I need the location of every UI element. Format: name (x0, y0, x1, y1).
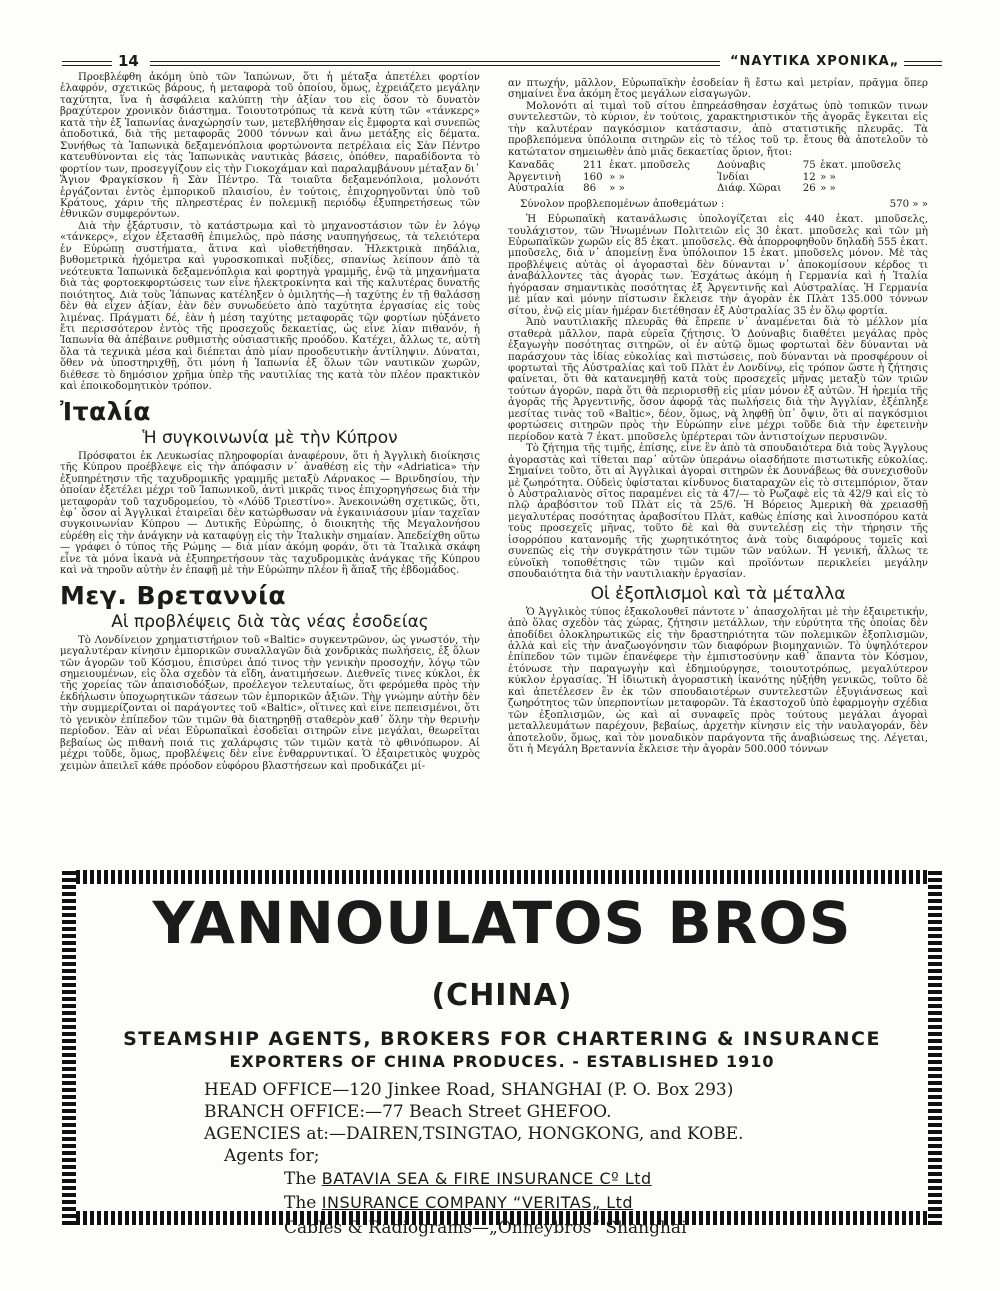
insurer-prefix: The (284, 1169, 317, 1189)
table-cell: ἑκατ. μποῦσελς (609, 160, 690, 172)
price-paragraph: Τὸ ζήτημα τῆς τιμῆς, ἐπίσης, εἶνε ἓν ἀπὸ τὰ σπουδαιότερα διὰ τοὺς Ἄγγλους ἀγοραστὰς καὶ τίθεται παρ᾽ αὐτῶν ὑπεράνω οἱασδήποτε πιστωτικῆς εὐκολίας. Σημαίνει τοῦτο, ὅτι αἱ Ἀγγλικαὶ ἀγοραὶ σιτηρῶν ἐκ Δουνάβεως θὰ συνεχισθοῦν μὲ ζωηρότητα. Οὐδεὶς ὑφίσταται κίνδυνος διαταραχῶν εἰς τὸ σιτεμπόριον, ὅταν ὁ Αὐστραλιανὸς σῖτος παραμένει εἰς τὰ 47/— τὸ Ρωζαφὲ εἰς τὰ 42/9 καὶ εἰς τὸ πλῷ ἀραβόσιτον τοῦ Πλὰτ εἰς τὰ 25/6. Ἡ Βόρειος Ἀμερικὴ θὰ χρειασθῇ μεγαλυτέρας ποσότητας ἀραβοσίτου Πλὰτ, καθὼς ἐπίσης καὶ λινοσπόρου κατὰ τοὺς προσεχεῖς μῆνας, τοῦτο δὲ καὶ θὰ συντελέσῃ εἰς τὴν τήρησιν τῆς ἰσορρόπου κατανομῆς τῆς χωρητικότητος ἀνὰ τοὺς διαφόρους τομεῖς καὶ συνεπῶς εἰς τὴν συγκράτησιν τῶν τιμῶν τῶν ναύλων. Ἡ γενική, ἄλλως τε εὐνοϊκὴ τοποθέτησις τῶν τιμῶν καὶ προϊόντων περικλείει μεγάλην σπουδαιότητα διὰ τὴν ναυτιλιακὴν ἐργασίαν. (508, 443, 928, 581)
ad-head-office: HEAD OFFICE—120 Jinkee Road, SHANGHAI (P. O. Box 293) (204, 1080, 734, 1100)
page-number: 14 (118, 52, 139, 70)
ad-border-right (928, 870, 942, 1225)
table-cell: » » (609, 183, 625, 195)
table-cell: Διάφ. Χῶραι (717, 183, 782, 195)
page-header (62, 52, 942, 72)
ad-branch-office: BRANCH OFFICE:—77 Beach Street GHEFOO. (204, 1102, 612, 1122)
table-row (508, 183, 928, 195)
total-value: 570 » » (889, 198, 928, 210)
header-rule-middle (150, 61, 720, 66)
stocks-total (508, 199, 928, 210)
insurer-prefix: The (284, 1193, 317, 1213)
ad-services-line: STEAMSHIP AGENTS, BROKERS FOR CHARTERING & INSURANCE (123, 1028, 881, 1050)
ad-agencies: AGENCIES at:—DAIREN,TSINGTAO, HONGKONG, and KOBE. (204, 1124, 744, 1144)
cyprus-paragraph: Πρόσφατοι ἐκ Λευκωσίας πληροφορίαι ἀναφέρουν, ὅτι ἡ Ἀγγλικὴ διοίκησις τῆς Κύπρου προέβλεψε εἰς τὴν ἀπόφασιν ν᾽ ἀναθέσῃ εἰς τὴν «Adriatica» τὴν ἐξυπηρέτησιν τῆς ταχυδρομικῆς γραμμῆς μεταξὺ Λάρνακος — Βρινδησίου, τὴν ὁποίαν ἐξετέλει μέχρι τοῦ Ἰαπωνικοῦ, ἀντὶ μικρᾶς τινος ἐπιχορηγήσεως διὰ τὴν μεταφορὰν τοῦ ταχυδρομείου, τὸ «Λόϋδ Τριεστίνο». Ἀνεκοινώθη σχετικῶς, ὅτι, ἐφ᾽ ὅσον αἱ Ἀγγλικαὶ ἐταιρεῖαι δὲν κατώρθωσαν νὰ ἐγκαινιάσουν μίαν ταχεῖαν συγκοινωνίαν Κύπρου — Δυτικῆς Εὐρώπης, ὁ διοικητὴς τῆς Μεγαλονήσου εὑρέθη εἰς τὴν ἀνάγκην νὰ καταφύγῃ εἰς τὴν Ἰταλικὴν σημαίαν. Ἀπεδείχθη οὕτω — γράφει ὁ τύπος τῆς Ρώμης — διὰ μίαν ἀκόμη φοράν, ὅτι τὰ Ἰταλικὰ σκάφη εἶνε τὰ μόνα ἱκανὰ νὰ ἐξυπηρετήσουν τὰς ταχυδρομικὰς ἀνάγκας τῆς Κύπρου καὶ νὰ τηροῦν αὐτὴν ἐν ἐπαφῇ μὲ τὴν Εὐρώπην πλέον ἢ ἅπαξ τῆς ἑβδομάδος. (60, 450, 480, 577)
stocks-table (508, 160, 928, 195)
ad-agents-for: Agents for; (224, 1146, 320, 1166)
ad-insurer-batavia (284, 1167, 920, 1191)
table-cell: Δούναβις (717, 160, 766, 172)
table-cell: 160 (583, 171, 603, 183)
table-cell: 26 (802, 183, 816, 195)
japan-paragraph-1: Προεβλέφθη ἀκόμη ὑπὸ τῶν Ἰαπώνων, ὅτι ἡ μέταξα ἀπετέλει φορτίον ἐλαφρόν, σχετικῶς βάρους, ἡ μεταφορὰ τοῦ ὁποίου, ὅμως, ἐχρειάζετο μεγάλην ταχύτητα, ἵνα ἡ ἀσφάλεια καλύπτῃ τὴν ἀξίαν του εἰς ὅσον τὸ δυνατὸν βραχύτερον χρονικὸν διάστημα. Τοιουτοτρόπως τὰ κενὰ κύτη τῶν «τάνκερς» κατὰ τὴν ἐξ Ἰαπωνίας ἀναχώρησίν των, μετεβλήθησαν εἰς ἔμφορτα καὶ συνεπῶς ἀποδοτικά, διὰ τῆς μεταφορᾶς 2000 τόννων καὶ ἄνω μετάξης εἰς δέματα. Συνήθως τὰ Ἰαπωνικὰ δεξαμενόπλοια φορτώνοντα πετρέλαια εἰς Σὰν Πέντρο κατευθύνονται εἰς τὰς Ἰαπωνικὰς ναυτικὰς βάσεις, ὁπόθεν, παραδίδοντα τὸ φορτίον των, προσεγγίζουν εἰς τὴν Γιοκοχάμαν καὶ παραλαμβάνουν μέταξαν δι᾽ Ἅγιον Φραγκίσκον ἢ Σὰν Πέντρο. Τὰ τοιαῦτα δεξαμενόπλοια, μολονότι ἐργάζονται ἐντὸς ἐμπορικοῦ πλαισίου, ἐν τούτοις, ἐπιχορηγοῦνται ὑπὸ τοῦ Κράτους, χάριν τῆς πληρεστέρας ἐν πολεμικῇ περιόδῳ ἐξυπηρετήσεως τῶν ἐθνικῶν συμφερόντων. (60, 72, 480, 221)
table-cell: 12 (802, 171, 816, 183)
left-column (60, 72, 480, 772)
magazine-title: “ΝΑΥΤΙΚΑ ΧΡΟΝΙΚΑ„ (730, 54, 900, 69)
ad-exporters-line: EXPORTERS OF CHINA PRODUCES. - ESTABLISHED 1910 (229, 1052, 775, 1071)
table-row (508, 172, 928, 184)
subheading-armaments: Οἱ ἐξοπλισμοὶ καὶ τὰ μέταλλα (590, 583, 846, 604)
insurer-name: BATAVIA SEA & FIRE INSURANCE Cº Ltd (321, 1169, 652, 1188)
table-cell: » » (609, 171, 625, 183)
subheading-forecast: Αἱ προβλέψεις διὰ τὰς νέας ἐσοδείας (111, 611, 429, 632)
table-cell: 211 (583, 160, 603, 172)
japan-paragraph-2: Διὰ τὴν ἐξάρτυσιν, τὸ κατάστρωμα καὶ τὸ μηχανοστάσιον τῶν ἐν λόγῳ «τάνκερς», εἶχον ἐξετασθῆ ἐπιμελῶς, πρὸ πάσης ναυπηγήσεως, τὰ τελειότερα ἐν Εὐρώπῃ συστήματα, ἅτινα καὶ υἱοθετήθησαν. Ἠλεκτρικὰ πηδάλια, βυθομετρικὰ ἠχόμετρα καὶ γυροσκοπικαὶ πυξίδες, σπανίως λείπουν ἀπὸ τὰ νεότευκτα Ἰαπωνικὰ δεξαμενόπλοια καὶ φορτηγὰ γραμμῆς, ἐνῷ τὰ μηχανήματα διὰ τὰς φορτοεκφορτώσεις των εἶνε ἠλεκτροκίνητα καὶ τῆς καλυτέρας δυνατῆς ποιότητος. Διὰ τοὺς Ἰάπωνας κατέληξεν ὁ ὁμιλητής—ἡ ταχύτης ἐν τῇ θαλάσσῃ δὲν θὰ εἶχεν ἀξίαν, ἐὰν δὲν συνωδεύετο ἀπὸ ταχύτητα ἐργασίας εἰς τοὺς λιμένας. Πράγματι δέ, ἐὰν ἡ μέση ταχύτης μεταφορᾶς τῶν φορτίων ηὐξάνετο ἔτι περισσότερον ἐντὸς τῆς προσεχοῦς δεκαετίας, ὡς εἶνε λίαν πιθανόν, ἡ Ἰαπωνία θὰ ἀπέβαινε ρυθμιστὴς οὐσιαστικῆς προόδου. Κατέχει, ἄλλως τε, αὐτὴ ὅλα τὰ τεχνικὰ μέσα καὶ διέπεται ἀπὸ μίαν προοδευτικὴν ἀντίληψιν. Δύναται, ὅθεν νὰ ὑποστηριχθῇ, ὅτι μόνη ἡ Ἰαπωνία ἐξ ὅλων τῶν ναυτικῶν χωρῶν, διέθεσε τὸ δημόσιον χρῆμα ὑπὲρ τῆς ναυτιλίας της κατὰ τὸν πλέον πρακτικὸν καὶ ἐποικοδομητικὸν τρόπον. (60, 220, 480, 393)
metals-paragraph: Ὁ Ἀγγλικὸς τύπος ἐξακολουθεῖ πάντοτε ν᾽ ἀπασχολῆται μὲ τὴν ἐξαιρετικήν, ἀπὸ ὅλας σχεδὸν τὰς χώρας, ζήτησιν μετάλλων, τὴν εὐρύτητα τῆς ὁποίας δὲν ἀποδίδει ὁλοκληρωτικῶς εἰς τὴν δραστηριότητα τῶν πολεμικῶν ἐξοπλισμῶν, ἀλλὰ καὶ εἰς τὴν ἀναζωογόνησιν τῶν διαφόρων βιομηχανιῶν. Τὸ ὑψηλότερον ἐπίπεδον τῶν τιμῶν ἐπανέφερε τὴν ἐμπιστοσύνην καθ᾽ ἅπαντα τὸν Κόσμον, ἐτόνωσε τὴν παραγωγὴν καὶ ἐδημιούργησε, τοιουτοτρόπως, μεγαλύτερον κύκλον ἐργασίας. Ἡ ἰδιωτικὴ ἀγοραστικὴ ἱκανότης ηὐξήθη γενικῶς, τοῦτο δὲ καὶ ἀπετέλεσεν ἓν ἐκ τῶν σπουδαιοτέρων συντελεστῶν ἐξυγιάνσεως καὶ ζωηρότητος τῶν ὑπερποντίων μεταφορῶν. Τὰ ἐκαστοχοῦ ὑπὸ ἐφαρμογὴν σχέδια τῶν ἐξοπλισμῶν, ὡς καὶ αἱ συναφεῖς πρὸς τούτους μεγάλαι ἀγοραὶ μεταλλευμάτων παρέχουν, βεβαίως, ἀρχετὴν κίνησιν εἰς τὴν ναυλαγοράν, δὲν ἀποτελοῦν, ὅμως, καὶ τὸν μοναδικὸν παράγοντα τῆς ἀναβιώσεως της. Λέγεται, ὅτι ἡ Μεγάλη Βρεταννία ἔκλεισε τὴν ἀγορὰν 500.000 τόννων (508, 606, 928, 756)
insurer-name: INSURANCE COMPANY “VERITAS„ Ltd (321, 1193, 634, 1212)
table-cell: 75 (802, 160, 816, 172)
company-suffix: (CHINA) (431, 978, 573, 1013)
baltic-paragraph: Τὸ Λονδίνειον χρηματιστήριον τοῦ «Baltic» συγκεντρῶνον, ὡς γνωστόν, τὴν μεγαλυτέραν κίνησιν ἐμπορικῶν συναλλαγῶν διὰ χονδρικὰς πωλήσεις, ἐξ ὅλων τῶν ἀγορῶν τοῦ Κόσμου, ἐπισύρει ἀπό τινος τὴν γενικὴν προσοχήν, λόγῳ τῶν σημειουμένων, εἰς ὅλα σχεδὸν τὰ εἴδη, ἀνατιμήσεων. Διεθνεῖς τινες κύκλοι, ἐκ τῆς χορείας τῶν ἀπαισιοδόξων, προέλεγον τελευταίως, ὅτι φερόμεθα πρὸς τὴν ἐκδήλωσιν ὑποχωρητικῶν τάσεων τῶν ἐμπορικῶν ἀξιῶν. Τὴν γνώμην αὐτὴν δὲν τὴν συμμερίζονται οἱ παράγοντες τοῦ «Baltic», οἵτινες καὶ εἶνε πεπεισμένοι, ὅτι τὸ γενικὸν ἐπίπεδον τῶν τιμῶν θὰ διατηρηθῇ σταθερὸν καθ᾽ ὅλην τὴν θερινὴν περίοδον. Ἐὰν αἱ νέαι Εὐρωπαϊκαὶ ἐσοδεῖαι σιτηρῶν εἶνε μεγάλαι, θεωρεῖται βεβαίως ὡς πιθανὴ ποιά τις χαλάρωσις τῶν τιμῶν κατὰ τὸ φθινόπωρον. Αἱ μέχρι τοῦδε, ὅμως, προβλέψεις δὲν εἶνε ἐνθαρρυντικαί. Ὁ ἐξαιρετικὸς ψυχρὸς χειμὼν ἀπειλεῖ κάθε πρόοδον εὐφόρου βλαστήσεων καὶ προδικάζει μί- (60, 634, 480, 772)
section-heading-britain: Μεγ. Βρεταννία (60, 580, 286, 610)
table-cell: Ἀργεντινὴ (508, 171, 561, 183)
company-name-text: YANNOULATOS BROS (152, 889, 852, 957)
header-rule-left (62, 61, 112, 66)
ad-border-left (62, 870, 76, 1225)
table-cell: » » (820, 183, 836, 195)
yannoulatos-advertisement (62, 870, 942, 1238)
ad-company-name (84, 889, 920, 1027)
ad-insurer-veritas (284, 1191, 920, 1215)
table-cell: » » (820, 171, 836, 183)
table-row (508, 160, 928, 172)
section-heading-italy: Ἰταλία (60, 396, 151, 426)
ad-border-top (62, 870, 942, 884)
table-cell: Καναδᾶς (508, 160, 555, 172)
wheat-paragraph: Μολονότι αἱ τιμαὶ τοῦ σίτου ἐπηρεάσθησαν ἐσχάτως ὑπὸ τοπικῶν τινων συντελεστῶν, τὸ κύριον, ἐν τούτοις, χαρακτηριστικὸν τῆς ἀγορᾶς ἔγκειται εἰς τὴν καλυτέραν παγκόσμιον κατάστασιν, ἀπὸ στατιστικῆς πλευρᾶς. Τὰ προβλεπόμενα ὑπόλοιπα σιτηρῶν εἰς τὸ τέλος τοῦ τρ. ἔτους θὰ ἀποτελοῦν τὸ κατώτατον σημειωθὲν ἀπὸ μιᾶς δεκαετίας ὅριον, ἤτοι: (508, 100, 928, 158)
consumption-paragraph: Ἡ Εὐρωπαϊκὴ κατανάλωσις ὑπολογίζεται εἰς 440 ἑκατ. μποῦσελς, τουλάχιστον, τῶν Ἡνωμένων Πολιτειῶν εἰς 30 ἑκατ. μποῦσελς καὶ τῶν μὴ Εὐρωπαϊκῶν χωρῶν εἰς 85 ἑκατ. μποῦσελς. Θὰ ἀπορροφηθοῦν δηλαδὴ 555 ἑκατ. μποῦσελς, διὰ ν᾽ ἀπομείνῃ ἕνα ὑπόλοιπον 15 ἑκατ. μποῦσελς μόνον. Μὲ τὰς προβλέψεις αὐτὰς οἱ ἀγορασταὶ δὲν δύνανται ν᾽ ἀποκομίσουν κέρδος τι ἀναβάλλοντες τὰς ἀγορὰς των. Ἐσχάτως ἀκόμη ἡ Γερμανία καὶ ἡ Ἰταλία ἠγόρασαν σημαντικὰς ποσότητας ἐξ Ἀργεντινῆς καὶ Αὐστραλίας. Ἡ Γερμανία μὲ μίαν καὶ μόνην πίστωσιν ἔκλεισε τὴν ἀγορὰν ἐκ Πλὰτ 135.000 τόννων σίτου, ἐνῷ εἰς μίαν ἡμέραν διετέθησαν ἐξ Αὐστραλίας 35 ἐν ὅλῳ φορτία. (508, 214, 928, 317)
table-cell: 86 (583, 183, 597, 195)
right-column (508, 78, 928, 756)
total-label: Σύνολον προβλεπομένων ἀποθεμάτων : (520, 198, 725, 210)
table-cell: Ἰνδίαι (717, 171, 750, 183)
subheading-cyprus: Ἡ συγκοινωνία μὲ τὴν Κύπρον (142, 427, 398, 448)
table-cell: ἑκατ. μποῦσελς (820, 160, 901, 172)
table-cell: Αὐστραλία (508, 183, 565, 195)
header-rule-right (904, 61, 942, 66)
shipping-paragraph: Ἀπὸ ναυτιλιακῆς πλευρᾶς θὰ ἔπρεπε ν᾽ ἀναμένεται διὰ τὸ μέλλον μία σταθερὰ μᾶλλον, παρὰ εὐρεῖα ζήτησις. Ὁ Δούναβις διαθέτει μεγάλας πρὸς ἐξαγωγὴν ποσότητας σιτηρῶν, οἱ ἐν αὐτῷ ὅμως φορτωταὶ δὲν δύνανται νὰ παράσχουν τὰς ἰδίας εὐκολίας καὶ πιστώσεις, ποὺ δύνανται νὰ προσφέρουν οἱ φορτωταὶ τῆς Αὐστραλίας καὶ τοῦ Πλὰτ ἐν Λονδίνῳ, εἰς τρόπον ὥστε ἡ ζήτησις φαίνεται, ὅτι θὰ κατανεμηθῇ κατὰ τοὺς προσεχεῖς μῆνας μεταξὺ τῶν τριῶν τούτων ἀγορῶν, παρὰ ὅτι θὰ περιορισθῇ εἰς μίαν μόνον ἐξ αὐτῶν. Ἡ ἠρεμία τῆς ἀγορᾶς τῆς Ἀργεντινῆς, ὅσον ἀφορᾷ τὰς πωλήσεις διὰ τὴν Ἀγγλίαν, ἐξέπληξε μεσίτας τινὰς τοῦ «Baltic», δέον, ὅμως, νὰ ληφθῇ ὑπ᾽ ὄψιν, ὅτι αἱ παγκόσμιοι φορτώσεις σιτηρῶν πρὸς τὴν Εὐρώπην εἶνε μέχρι τοῦδε διὰ τὴν ἐφετεινὴν περίοδον κατὰ 7 ἑκατ. μποῦσελς ὑπέρτεραι τῶν ἀντιστοίχων περυσινῶν. (508, 317, 928, 443)
harvest-continuation: αν πτωχήν, μᾶλλον, Εὐρωπαϊκὴν ἐσοδείαν ἢ ἔστω καὶ μετρίαν, πρᾶγμα ὅπερ σημαίνει ἕνα ἀκόμη ἔτος μεγάλων εἰσαγωγῶν. (508, 78, 928, 101)
ad-cables: Cables & Radiograms—„Onneybros“ Shanghai (284, 1218, 687, 1238)
ad-content (84, 889, 920, 1238)
